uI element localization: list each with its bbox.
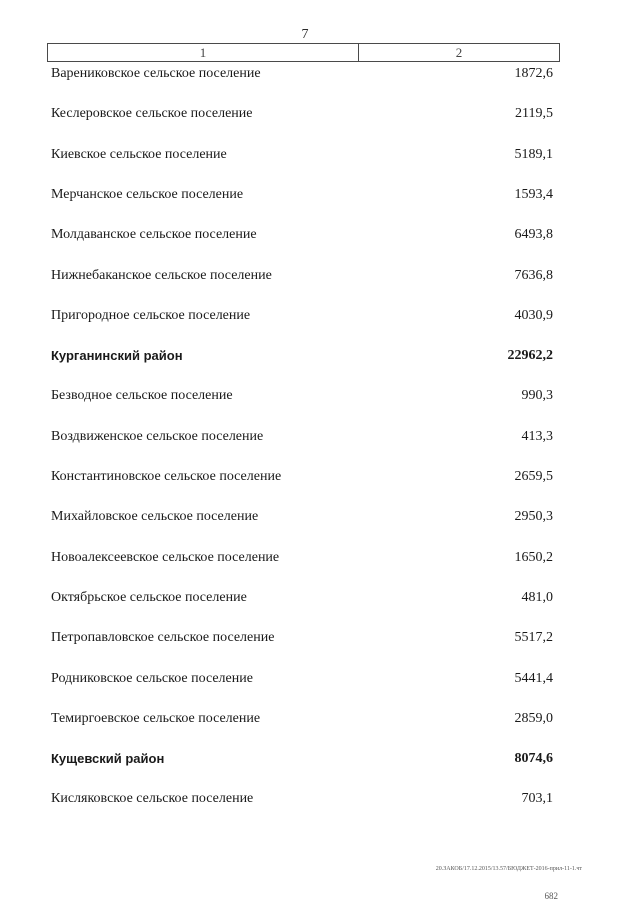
row-name: Нижнебаканское сельское поселение: [51, 267, 272, 283]
row-value: 8074,6: [514, 751, 553, 767]
row-name: Кисляковское сельское поселение: [51, 791, 254, 807]
row-name: Варениковское сельское поселение: [51, 66, 261, 81]
row-value: 2859,0: [514, 710, 553, 726]
row-name: Воздвиженское сельское поселение: [51, 428, 264, 444]
table-row: [47, 789, 560, 809]
row-value: 6493,8: [514, 227, 553, 243]
table-row: [47, 427, 560, 447]
row-value: 1650,2: [514, 549, 553, 565]
table-row: [47, 185, 560, 205]
row-value: 413,3: [521, 428, 553, 444]
row-name: Кеслеровское сельское поселение: [51, 106, 253, 122]
row-value: 4030,9: [514, 307, 553, 323]
row-name: Киевское сельское поселение: [51, 146, 227, 162]
row-value: 990,3: [521, 388, 553, 404]
district-total-row: [47, 346, 560, 366]
row-value: 1872,6: [514, 66, 553, 81]
row-value: 22962,2: [507, 348, 553, 364]
row-value: 1593,4: [514, 186, 553, 202]
row-name: Октябрьское сельское поселение: [51, 589, 247, 605]
row-name: Новоалексеевское сельское поселение: [51, 549, 280, 565]
row-name: Темиргоевское сельское поселение: [51, 710, 261, 726]
table-row: [47, 386, 560, 406]
table-row: [47, 145, 560, 165]
row-name: Безводное сельское поселение: [51, 388, 233, 404]
column-header-1: 1: [48, 44, 359, 61]
table-row: [47, 709, 560, 729]
footer-document-code: 20.ЗАКОБ/17.12.2015/13.57/БЮДЖЕТ-2016-прил-11-1.чт: [435, 866, 582, 872]
table-row: [47, 548, 560, 568]
row-value: 5189,1: [514, 146, 553, 162]
table-row: [47, 306, 560, 326]
table-row: [47, 669, 560, 689]
table-header: [47, 43, 560, 62]
column-header-2: 2: [455, 45, 463, 60]
table-row: [47, 64, 560, 84]
row-value: 2659,5: [514, 469, 553, 484]
row-name: Родниковское сельское поселение: [51, 670, 253, 686]
row-name: Кущевский район: [51, 751, 165, 767]
row-name: Молдаванское сельское поселение: [51, 227, 257, 243]
row-name: Михайловское сельское поселение: [51, 509, 259, 525]
row-name: Константиновское сельское поселение: [51, 469, 282, 484]
row-value: 2119,5: [515, 106, 553, 122]
district-total-row: [47, 749, 560, 769]
row-value: 5517,2: [514, 630, 553, 646]
row-value: 7636,8: [514, 267, 553, 283]
table-row: [47, 628, 560, 648]
row-name: Пригородное сельское поселение: [51, 307, 251, 323]
table-row: [47, 225, 560, 245]
row-name: Петропавловское сельское поселение: [51, 630, 275, 646]
page-stamp-number: 682: [544, 891, 558, 901]
row-value: 5441,4: [514, 670, 553, 686]
row-value: 481,0: [521, 589, 553, 605]
table-row: [47, 467, 560, 487]
page-number: 7: [301, 27, 309, 42]
row-name: Мерчанское сельское поселение: [51, 186, 244, 202]
row-value: 2950,3: [514, 509, 553, 525]
row-value: 703,1: [521, 791, 553, 807]
table-row: [47, 588, 560, 608]
table-row: [47, 266, 560, 286]
table-row: [47, 104, 560, 124]
row-name: Курганинский район: [51, 348, 183, 364]
table-row: [47, 507, 560, 527]
